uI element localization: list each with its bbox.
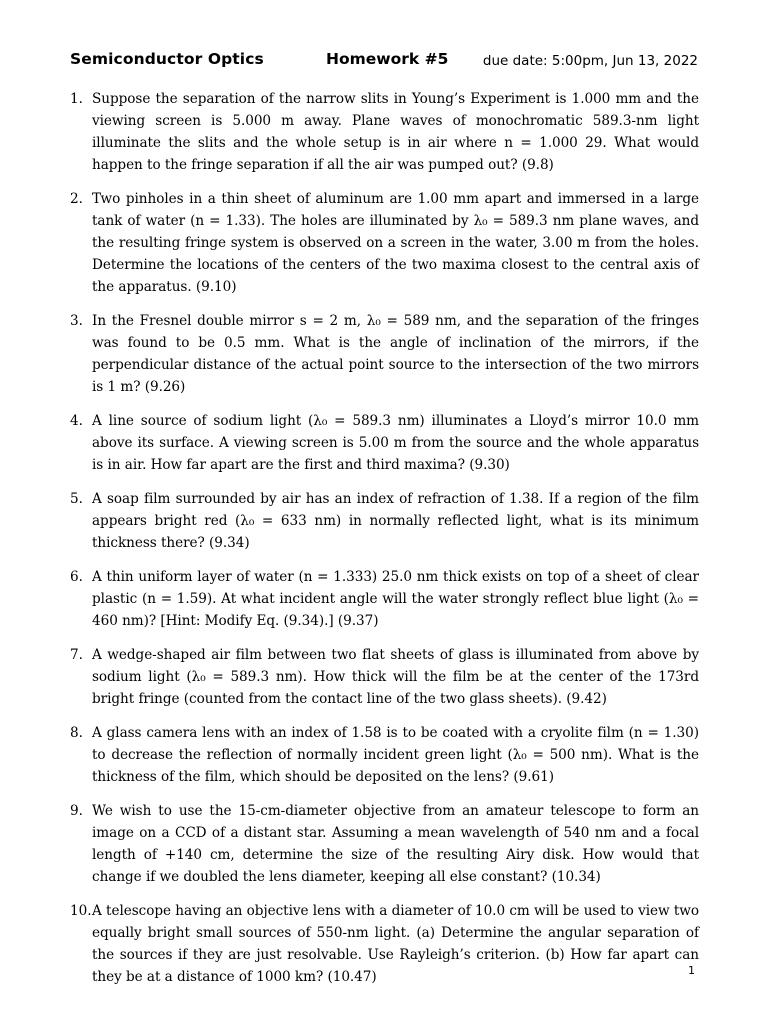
problem-number: 1. bbox=[70, 91, 83, 107]
homework-title: Homework #5 bbox=[326, 50, 449, 68]
problem-text: Two pinholes in a thin sheet of aluminum are 1.00 mm apart and immersed in a large tank of water (n = 1.33). The holes are illuminated by λ₀ = 589.3 nm plane waves, and the resulting fringe system is observed on a screen in the water, 3.00 m from the holes. Determine the locations of the centers of the two maxima closest to the central axis of the apparatus. (9.10) bbox=[92, 191, 699, 295]
problem-number: 8. bbox=[70, 725, 83, 741]
problem-3 bbox=[70, 310, 699, 398]
due-date: due date: 5:00pm, Jun 13, 2022 bbox=[482, 53, 698, 69]
problem-text: A glass camera lens with an index of 1.58 is to be coated with a cryolite film (n = 1.30) to decrease the reflection of normally incident green light (λ₀ = 500 nm). What is the thickness of the film, which should be deposited on the lens? (9.61) bbox=[92, 725, 699, 785]
problem-7 bbox=[70, 644, 699, 710]
problem-text: In the Fresnel double mirror s = 2 m, λ₀ = 589 nm, and the separation of the fringes was found to be 0.5 mm. What is the angle of inclination of the mirrors, if the perpendicular distance of the actual point source to the intersection of the two mirrors is 1 m? (9.26) bbox=[92, 313, 699, 395]
problem-number: 7. bbox=[70, 647, 83, 663]
problem-text: A telescope having an objective lens with a diameter of 10.0 cm will be used to view two equally bright small sources of 550-nm light. (a) Determine the angular separation of the sources if they are just resolvable. Use Rayleigh’s criterion. (b) How far apart can they be at a distance of 1000 km? (10.47) bbox=[92, 903, 699, 985]
problem-8 bbox=[70, 722, 699, 788]
problem-number: 2. bbox=[70, 191, 83, 207]
problem-1 bbox=[70, 88, 699, 176]
course-title: Semiconductor Optics bbox=[70, 50, 264, 68]
problem-9 bbox=[70, 800, 699, 888]
problem-number: 6. bbox=[70, 569, 83, 585]
problem-number: 3. bbox=[70, 313, 83, 329]
page-number: 1 bbox=[688, 964, 695, 977]
problem-text: We wish to use the 15-cm-diameter objective from an amateur telescope to form an image on a CCD of a distant star. Assuming a mean wavelength of 540 nm and a focal length of +140 cm, determine the size of the resulting Airy disk. How would that change if we doubled the lens diameter, keeping all else constant? (10.34) bbox=[92, 803, 699, 885]
problem-text: A thin uniform layer of water (n = 1.333) 25.0 nm thick exists on top of a sheet of clear plastic (n = 1.59). At what incident angle will the water strongly reflect blue light (λ₀ = 460 nm)? [Hint: Modify Eq. (9.34).] (9.37) bbox=[92, 569, 699, 629]
problem-text: A soap film surrounded by air has an index of refraction of 1.38. If a region of the film appears bright red (λ₀ = 633 nm) in normally reflected light, what is its minimum thickness there? (9.34) bbox=[92, 491, 699, 551]
problem-number: 10. bbox=[70, 903, 92, 919]
problem-10 bbox=[70, 900, 699, 988]
problem-text: A line source of sodium light (λ₀ = 589.3 nm) illuminates a Lloyd’s mirror 10.0 mm above its surface. A viewing screen is 5.00 m from the source and the whole apparatus is in air. How far apart are the first and third maxima? (9.30) bbox=[92, 413, 699, 473]
problem-list bbox=[70, 88, 699, 1000]
problem-2 bbox=[70, 188, 699, 298]
problem-number: 9. bbox=[70, 803, 83, 819]
problem-number: 5. bbox=[70, 491, 83, 507]
page-header bbox=[70, 50, 700, 76]
problem-6 bbox=[70, 566, 699, 632]
problem-5 bbox=[70, 488, 699, 554]
problem-number: 4. bbox=[70, 413, 83, 429]
problem-text: A wedge-shaped air film between two flat sheets of glass is illuminated from above by sodium light (λ₀ = 589.3 nm). How thick will the film be at the center of the 173rd bright fringe (counted from the contact line of the two glass sheets). (9.42) bbox=[92, 647, 699, 707]
problem-text: Suppose the separation of the narrow slits in Young’s Experiment is 1.000 mm and the viewing screen is 5.000 m away. Plane waves of monochromatic 589.3-nm light illuminate the slits and the whole setup is in air where n = 1.000 29. What would happen to the fringe separation if all the air was pumped out? (9.8) bbox=[92, 91, 699, 173]
problem-4 bbox=[70, 410, 699, 476]
